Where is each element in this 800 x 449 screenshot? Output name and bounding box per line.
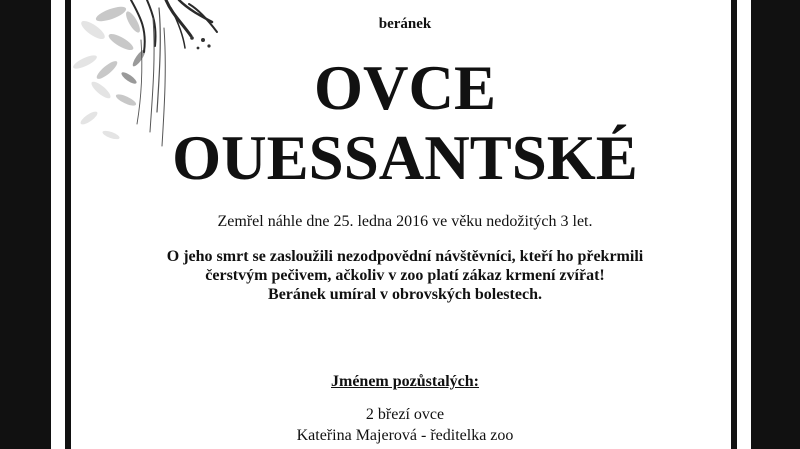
subtitle-lamb: beránek [378,16,432,32]
message-paragraph [71,247,739,304]
right-mourning-border-thick [751,0,800,449]
message-line: O jeho smrt se zasloužili nezodpovědní návštěvníci, kteří ho překrmili [166,248,644,265]
signatories-heading [71,374,739,390]
left-mourning-border-thick [0,0,51,449]
message-line: čerstvým pečivem, ačkoliv v zoo platí zákaz krmení zvířat! [205,267,605,284]
message-line: Beránek umíral v obrovských bolestech. [268,286,542,303]
title-line-2: OUESSANTSKÉ [172,123,638,193]
signatory-item: 2 březí ovce [365,406,445,423]
title-line-1: OVCE [313,53,497,123]
signatory-item: Kateřina Majerová - ředitelka zoo [296,427,514,444]
signatories-heading-text: Jménem pozůstalých: [331,373,479,390]
death-statement: Zemřel náhle dne 25. ledna 2016 ve věku nedožitých 3 let. [217,213,593,230]
